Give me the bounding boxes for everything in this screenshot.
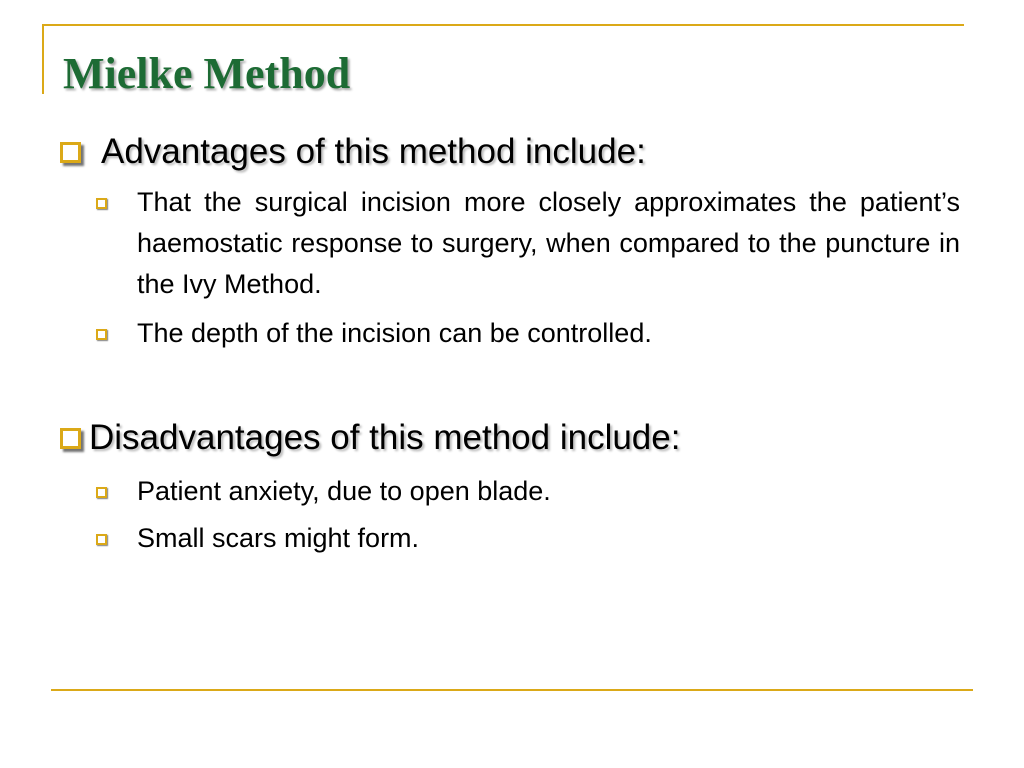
- small-square-bullet-icon: [96, 487, 107, 498]
- frame-bottom-line: [51, 689, 973, 691]
- list-item: [96, 313, 960, 354]
- advantages-heading: [60, 132, 646, 172]
- square-bullet-icon: [60, 428, 81, 449]
- advantages-heading-text: Advantages of this method include:: [101, 132, 646, 171]
- list-item-text: The depth of the incision can be controlled.: [137, 318, 652, 348]
- small-square-bullet-icon: [96, 534, 107, 545]
- list-item: [96, 182, 960, 305]
- list-item-text: Small scars might form.: [137, 523, 420, 553]
- small-square-bullet-icon: [96, 329, 107, 340]
- list-item: [96, 518, 960, 559]
- list-item-text: Patient anxiety, due to open blade.: [137, 476, 551, 506]
- disadvantages-heading-text: Disadvantages of this method include:: [89, 418, 681, 457]
- disadvantages-heading: [60, 418, 680, 458]
- list-item: [96, 471, 960, 512]
- list-item-text: That the surgical incision more closely approximates the patient’s haemostatic response to surgery, when compared to the puncture in the Ivy Method.: [137, 187, 960, 299]
- frame-top-line: [43, 24, 964, 26]
- slide-title: Mielke Method: [63, 49, 351, 98]
- small-square-bullet-icon: [96, 198, 107, 209]
- square-bullet-icon: [60, 142, 81, 163]
- frame-left-line: [42, 24, 44, 94]
